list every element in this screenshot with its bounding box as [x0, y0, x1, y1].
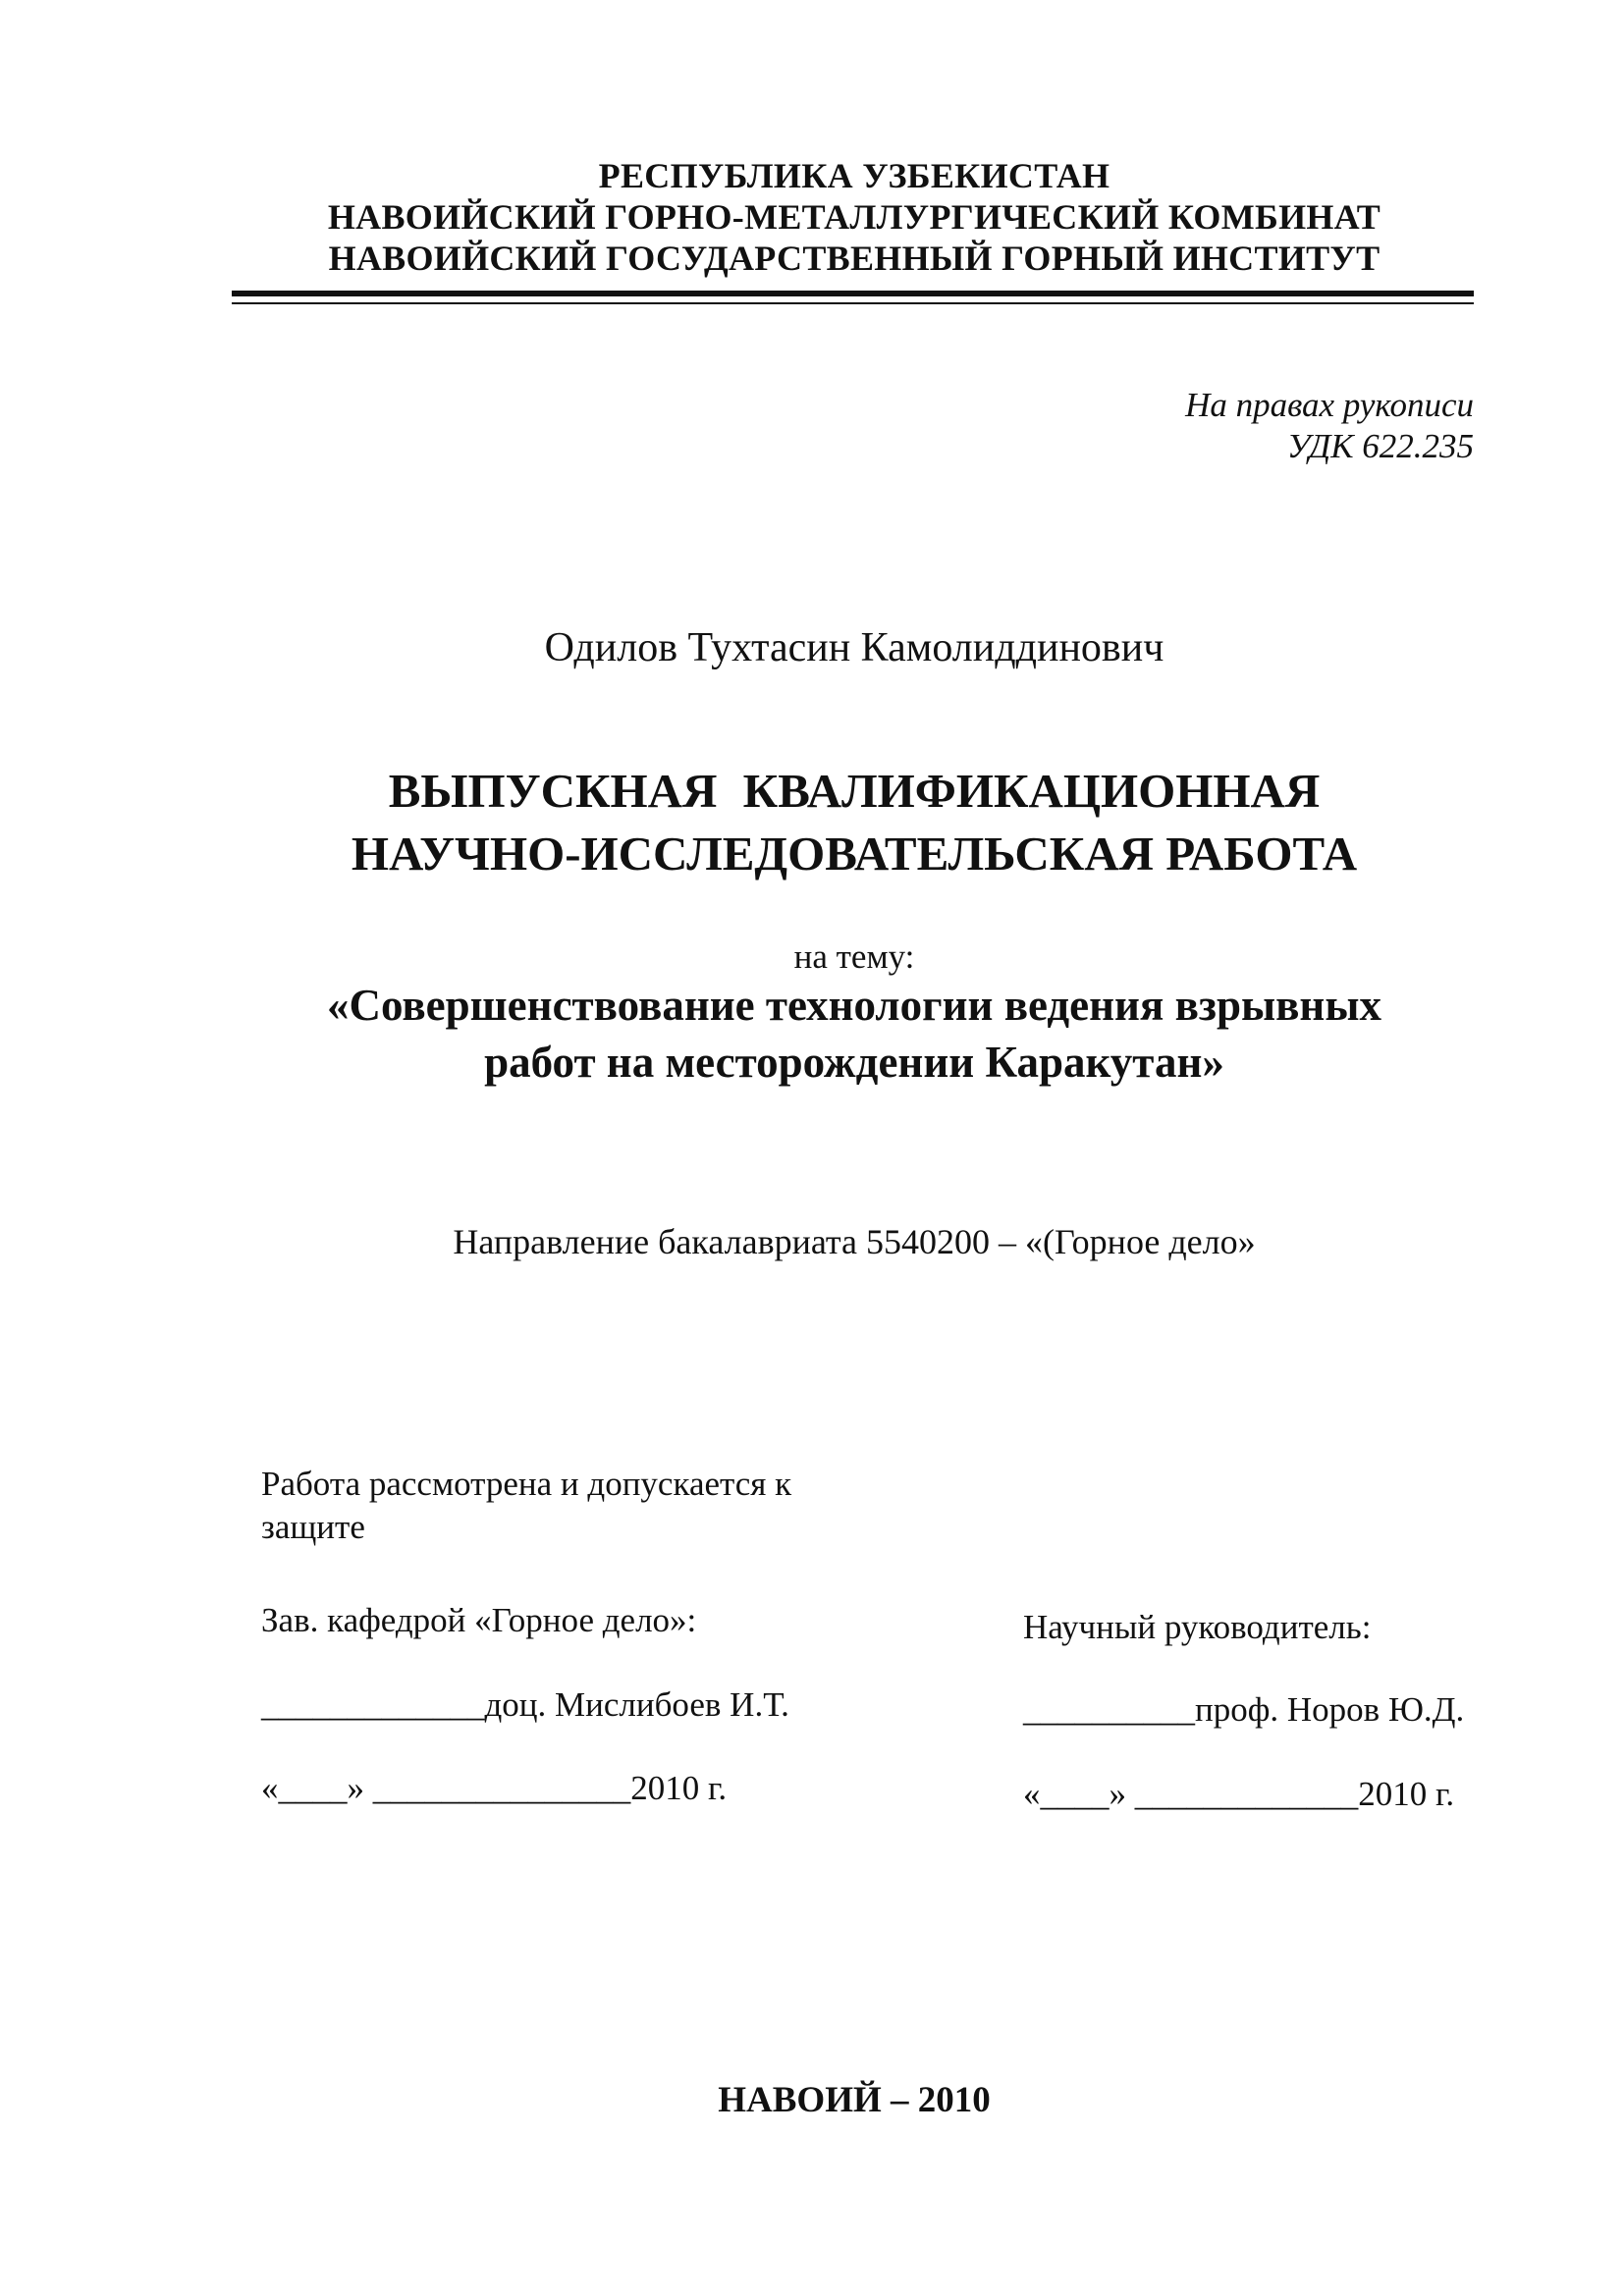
institution-header: [0, 155, 1624, 279]
udk-code: УДК 622.235: [1286, 427, 1474, 465]
topic-line-2: работ на месторождении Каракутан»: [484, 1038, 1224, 1087]
work-title-line-2: НАУЧНО-ИССЛЕДОВАТЕЛЬСКАЯ РАБОТА: [351, 827, 1358, 881]
author-name: Одилов Тухтасин Камолиддинович: [544, 625, 1164, 670]
header-divider-thin: [232, 302, 1474, 304]
head-of-department-signature: _____________доц. Мислибоев И.Т.: [261, 1685, 789, 1724]
head-of-department-date: «____» _______________2010 г.: [261, 1769, 728, 1807]
supervisor-label: Научный руководитель:: [1023, 1608, 1372, 1646]
topic-label: на тему:: [793, 937, 915, 976]
header-combine: НАВОИЙСКИЙ ГОРНО-МЕТАЛЛУРГИЧЕСКИЙ КОМБИНАТ: [327, 197, 1381, 237]
work-title-line-1: ВЫПУСКНАЯ КВАЛИФИКАЦИОННАЯ: [388, 764, 1321, 818]
topic-title: [0, 977, 1624, 1091]
head-of-department-label: Зав. кафедрой «Горное дело»:: [261, 1601, 697, 1639]
header-divider-thick: [232, 291, 1474, 296]
manuscript-rights-block: [1185, 385, 1474, 467]
header-country: РЕСПУБЛИКА УЗБЕКИСТАН: [598, 156, 1110, 195]
header-institute: НАВОИЙСКИЙ ГОСУДАРСТВЕННЫЙ ГОРНЫЙ ИНСТИТУТ: [328, 239, 1380, 278]
supervisor-date: «____» _____________2010 г.: [1023, 1775, 1455, 1813]
review-statement: Работа рассмотрена и допускается к защите: [261, 1465, 792, 1546]
topic-line-1: «Совершенствование технологии ведения взрывных: [327, 981, 1381, 1030]
study-direction: Направление бакалавриата 5540200 – «(Горное дело»: [453, 1222, 1256, 1261]
work-title: [0, 760, 1624, 885]
supervisor-signature: __________проф. Норов Ю.Д.: [1023, 1690, 1465, 1729]
place-and-year: НАВОИЙ – 2010: [718, 2080, 991, 2120]
manuscript-rights-text: На правах рукописи: [1185, 386, 1474, 424]
